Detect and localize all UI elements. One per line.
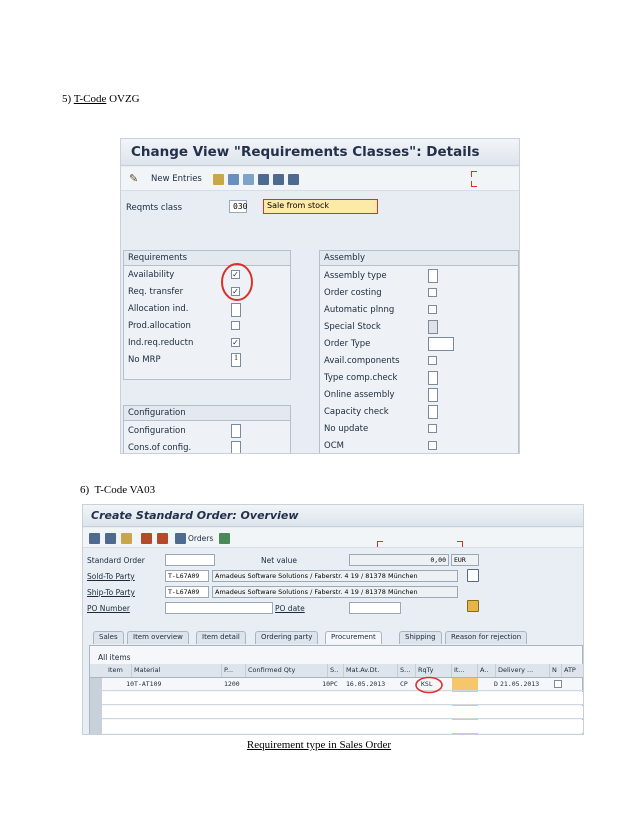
sold-to-party-label[interactable]: Sold-To Party [87, 572, 135, 581]
material-cell: T-AT109 [134, 680, 162, 688]
sold-to-party-field[interactable]: T-L67A09 [165, 570, 209, 582]
configuration-field[interactable] [231, 424, 241, 438]
requirements-group [123, 250, 291, 380]
reqmts-class-label: Reqmts class [126, 203, 182, 213]
delete-icon[interactable] [228, 174, 239, 185]
tab-procurement[interactable]: Procurement [325, 631, 382, 644]
standard-order-field[interactable] [165, 554, 215, 566]
ocm-checkbox[interactable] [428, 441, 437, 450]
tab-item-overview[interactable]: Item overview [127, 631, 189, 644]
tab-ordering-party[interactable]: Ordering party [255, 631, 318, 644]
prod-allocation-checkbox[interactable] [231, 321, 240, 330]
tcode-label: T-Code [73, 93, 107, 105]
order-type-field[interactable] [428, 337, 454, 351]
automatic-plnng-checkbox[interactable] [428, 305, 437, 314]
allocation-ind-label: Allocation ind. [128, 304, 189, 314]
automatic-plnng-label: Automatic plnng [324, 305, 395, 315]
highlight-circle [414, 676, 444, 694]
description-field[interactable]: Sale from stock [263, 199, 378, 214]
po-number-field[interactable] [165, 602, 273, 614]
item-cell: 10 [126, 680, 134, 688]
tab-strip [93, 631, 584, 645]
a-cell: D [494, 680, 498, 688]
deselect-icon[interactable] [288, 174, 299, 185]
currency-field: EUR [451, 554, 479, 566]
table-row[interactable] [102, 706, 584, 719]
column-header[interactable]: P... [222, 664, 246, 677]
table-row[interactable] [102, 720, 584, 733]
column-header[interactable]: A.. [478, 664, 496, 677]
corner-mark [471, 171, 477, 177]
assembly-type-label: Assembly type [324, 271, 387, 281]
type-comp-check-label: Type comp.check [324, 373, 398, 383]
requirements-class-screenshot [120, 138, 520, 454]
column-header[interactable]: S.. [328, 664, 344, 677]
document-icon[interactable] [467, 569, 479, 582]
capacity-check-field[interactable] [428, 405, 438, 419]
avail-components-label: Avail.components [324, 356, 400, 366]
no-mrp-field[interactable]: 1 [231, 353, 241, 367]
section-6-heading [80, 484, 155, 496]
no-update-label: No update [324, 424, 369, 434]
reqmts-class-field[interactable]: 030 [229, 200, 247, 213]
tab-item-detail[interactable]: Item detail [196, 631, 246, 644]
standard-order-label: Standard Order [87, 556, 145, 565]
allocation-ind-field[interactable] [231, 303, 241, 317]
glasses-icon[interactable]: ✎ [129, 173, 139, 185]
group-title: Requirements [124, 251, 290, 266]
orders-icon[interactable] [175, 533, 186, 544]
assembly-group [319, 250, 519, 454]
req-transfer-label: Req. transfer [128, 287, 184, 297]
avail-components-checkbox[interactable] [428, 356, 437, 365]
toolbar [121, 167, 520, 191]
order-costing-checkbox[interactable] [428, 288, 437, 297]
n-checkbox[interactable] [554, 680, 562, 688]
status-cell: CP [400, 680, 408, 688]
ind-req-reductn-checkbox[interactable]: ✓ [232, 338, 239, 347]
toolbar [83, 528, 584, 548]
section-number: 6) [80, 484, 90, 496]
caption: Requirement type in Sales Order [246, 739, 392, 751]
column-header[interactable]: Material [132, 664, 222, 677]
cons-of-config-field[interactable] [231, 441, 241, 454]
column-header[interactable]: S... [398, 664, 416, 677]
all-items-label: All items [98, 653, 131, 662]
column-header[interactable]: RqTy [416, 664, 452, 677]
change-icon[interactable] [105, 533, 116, 544]
partner-icon[interactable] [157, 533, 168, 544]
ship-to-party-field[interactable]: T-L67A09 [165, 586, 209, 598]
prod-allocation-label: Prod.allocation [128, 321, 191, 331]
order-costing-label: Order costing [324, 288, 382, 298]
table-header [90, 664, 584, 678]
corner-mark [377, 541, 383, 547]
row-selector[interactable] [90, 678, 102, 735]
corner-mark [457, 541, 463, 547]
availability-label: Availability [128, 270, 175, 280]
type-comp-check-field[interactable] [428, 371, 438, 385]
assembly-type-field[interactable] [428, 269, 438, 283]
rqty-cell: KSL [421, 680, 433, 688]
document-flow-icon[interactable] [219, 533, 230, 544]
online-assembly-field[interactable] [428, 388, 438, 402]
display-icon[interactable] [89, 533, 100, 544]
po-date-field[interactable] [349, 602, 401, 614]
column-header[interactable]: Item [106, 664, 132, 677]
order-type-label: Order Type [324, 339, 371, 349]
special-stock-label: Special Stock [324, 322, 381, 332]
corner-mark [471, 181, 477, 187]
cons-of-config-label: Cons.of config. [128, 443, 192, 453]
ind-req-reductn-label: Ind.req.reductn [128, 338, 194, 348]
po-date-label[interactable]: PO date [275, 604, 305, 613]
orders-button[interactable]: Orders [188, 534, 214, 543]
no-update-checkbox[interactable] [428, 424, 437, 433]
tab-shipping[interactable]: Shipping [399, 631, 442, 644]
sales-order-screenshot [82, 504, 584, 735]
confirmed-qty-cell: 10 [322, 680, 330, 688]
mat-av-dt-cell: 16.05.2013 [346, 680, 386, 688]
no-mrp-label: No MRP [128, 355, 161, 365]
req-transfer-checkbox[interactable]: ✓ [232, 287, 239, 296]
capacity-check-label: Capacity check [324, 407, 389, 417]
tcode-value: OVZG [109, 93, 140, 105]
tab-sales[interactable]: Sales [93, 631, 124, 644]
column-header[interactable]: Delivery ... [496, 664, 550, 677]
online-assembly-label: Online assembly [324, 390, 395, 400]
screen-title: Create Standard Order: Overview [83, 505, 584, 527]
new-entries-button[interactable]: New Entries [151, 174, 202, 184]
ship-to-party-label[interactable]: Ship-To Party [87, 588, 135, 597]
net-value-label: Net value [261, 556, 298, 565]
delivery-cell: 21.05.2013 [500, 680, 540, 688]
select-block-icon[interactable] [273, 174, 284, 185]
net-value-field: 0,00 [349, 554, 449, 566]
tcode-label: T-Code [94, 484, 128, 496]
column-header[interactable]: Mat.Av.Dt. [344, 664, 398, 677]
section-number: 5) [62, 93, 72, 105]
header-icon[interactable] [121, 533, 132, 544]
column-header[interactable]: It... [452, 664, 478, 677]
plant-cell: 1200 [224, 680, 240, 688]
section-5-heading [62, 93, 140, 105]
ocm-label: OCM [324, 441, 344, 451]
screen-title: Change View "Requirements Classes": Details [121, 139, 520, 166]
configuration-group [123, 405, 291, 454]
table-row[interactable] [102, 692, 584, 705]
select-all-icon[interactable] [258, 174, 269, 185]
configuration-label: Configuration [128, 426, 186, 436]
tcode-value: VA03 [129, 484, 156, 496]
item-icon[interactable] [141, 533, 152, 544]
special-stock-field[interactable] [428, 320, 438, 334]
unit-cell: PC [330, 680, 338, 688]
group-title: Configuration [124, 406, 290, 421]
column-header[interactable]: N [550, 664, 562, 677]
po-number-label[interactable]: PO Number [87, 604, 130, 613]
table-row[interactable] [102, 678, 584, 691]
ship-to-party-name: Amadeus Software Solutions / Faberstr. 4 19 / 81378 München [212, 586, 458, 598]
copy-icon[interactable] [213, 174, 224, 185]
undo-icon[interactable] [243, 174, 254, 185]
column-header[interactable]: Confirmed Qty [246, 664, 328, 677]
availability-checkbox[interactable]: ✓ [232, 270, 239, 279]
group-title: Assembly [320, 251, 518, 266]
edit-icon[interactable] [467, 600, 479, 612]
column-header[interactable]: ATP [562, 664, 584, 677]
sold-to-party-name: Amadeus Software Solutions / Faberstr. 4 19 / 81378 München [212, 570, 458, 582]
highlight-circle [217, 262, 261, 304]
items-table [89, 645, 583, 735]
tab-reason-for-rejection[interactable]: Reason for rejection [445, 631, 527, 644]
